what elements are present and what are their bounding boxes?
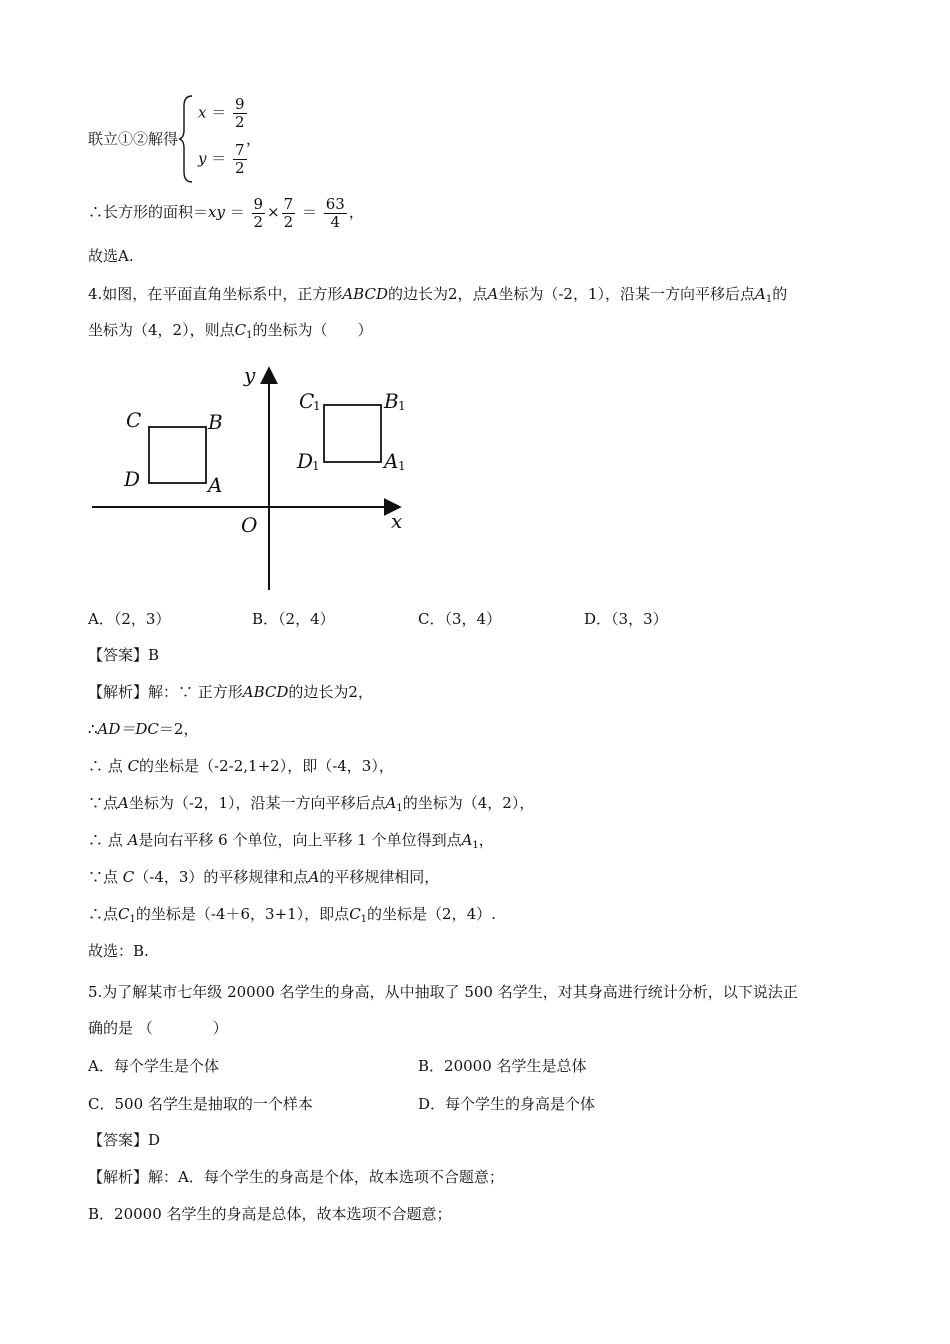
text: ， (478, 831, 494, 849)
q5-option-b[interactable]: B．20000 名学生是总体 (418, 1057, 587, 1075)
text: 的平移规律相同， (319, 868, 440, 886)
q4-step4 (88, 830, 494, 856)
fraction-x (233, 96, 247, 131)
coordinate-figure (88, 362, 418, 594)
fraction-num: 9 (253, 194, 264, 213)
q5-analysis-line2: B．20000 名学生的身高是总体，故本选项不合题意； (88, 1205, 452, 1223)
q5-option-a[interactable]: A．每个学生是个体 (88, 1057, 219, 1075)
text: 坐标为（-2，1），沿某一方向平移后点 (128, 794, 386, 812)
text: 坐标为（4，2），则点 (88, 321, 235, 339)
text: ABCD (242, 683, 289, 701)
q4-stem-line2 (88, 320, 372, 346)
origin-label: O (241, 513, 258, 537)
text: A (755, 285, 766, 303)
q4-step1 (88, 719, 198, 739)
var-x: x (198, 103, 207, 122)
text: C (234, 321, 247, 339)
q4-step3 (88, 793, 534, 819)
area-fraction-result (324, 196, 347, 231)
q4-step2 (88, 756, 394, 776)
system-row-y: y ＝ $\frac{7}{2}$ (198, 141, 245, 177)
text: C (127, 757, 140, 775)
text: 的 (772, 285, 788, 303)
q3-conclusion: 故选A. (88, 247, 134, 265)
text: C (118, 905, 130, 923)
text: 的边长为2，点 (387, 285, 488, 303)
q4-option-c[interactable]: C．（3，4） (418, 610, 502, 628)
q5-answer: 【答案】D (88, 1131, 161, 1149)
square-abcd (149, 427, 206, 483)
fraction-den: 2 (253, 212, 264, 231)
fraction-num: 63 (325, 194, 345, 213)
text: ∴ 点 (88, 831, 123, 849)
fraction-num: 9 (235, 95, 245, 113)
label-A1-sub: 1 (398, 459, 406, 473)
q4-step5 (88, 867, 439, 887)
text: A (127, 831, 139, 849)
x-axis-label: x (391, 509, 403, 533)
text: 的坐标是（-4＋6，3+1），即点 (135, 905, 350, 923)
text: 的坐标为（ ） (252, 321, 373, 339)
q5-stem-line2: 确的是 （ ） (88, 1019, 228, 1037)
text: 坐标为（-2，1），沿某一方向平移后点 (498, 285, 756, 303)
q4-analysis-line1 (88, 682, 373, 702)
fraction-y (233, 142, 247, 177)
system-tail: ， (246, 130, 262, 148)
label-C1-sub: 1 (313, 399, 321, 413)
system-label: 联立①②解得 (88, 130, 179, 148)
times-sign: × (267, 203, 280, 221)
label-C1: C (299, 389, 315, 413)
text: 的坐标为（4，2）， (402, 794, 535, 812)
area-prefix: ∴长方形的面积＝ (88, 203, 209, 221)
label-A: A (208, 473, 223, 497)
subscript: 1 (246, 330, 253, 341)
label-B1-sub: 1 (398, 399, 406, 413)
label-A1: A (384, 449, 399, 473)
area-tail: ， (348, 203, 364, 221)
subscript: 1 (472, 840, 479, 851)
label-B: B (208, 410, 223, 434)
area-fraction-2 (282, 196, 296, 231)
system-row-x: x ＝ $\frac{9}{2}$ (198, 95, 245, 131)
text: A (385, 794, 397, 812)
left-brace (178, 94, 196, 184)
q5-option-c[interactable]: C．500 名学生是抽取的一个样本 (88, 1095, 313, 1113)
text: ∴点 (88, 905, 119, 923)
q5-stem-line1: 5.为了解某市七年级 20000 名学生的身高，从中抽取了 500 名学生，对其身高进行统计分析，以下说法正 (88, 983, 798, 1001)
area-xy: xy (208, 203, 225, 221)
text: （-4，3）的平移规律和点 (134, 868, 309, 886)
text: 【解析】解：∵ 正方形 (88, 683, 243, 701)
q4-conclusion: 故选：B. (88, 942, 149, 960)
text: A (118, 794, 129, 812)
q4-stem-line1 (88, 284, 787, 310)
text: C (122, 868, 135, 886)
q5-option-d[interactable]: D．每个学生的身高是个体 (418, 1095, 596, 1113)
fraction-den: 2 (235, 113, 245, 131)
label-B1: B (384, 389, 399, 413)
area-line: ∴长方形的面积＝xy ＝ $\frac{9}{2}$ × $\frac{7}{2}$ ＝ $\frac{63}{4}$ ， (88, 194, 364, 231)
fraction-den: 2 (235, 159, 245, 177)
fraction-den: 4 (330, 212, 341, 231)
fraction-num: 7 (283, 194, 294, 213)
text: AD＝DC (97, 720, 159, 738)
text: ∴ (88, 720, 98, 738)
square-a1b1c1d1 (324, 405, 381, 462)
q4-option-d[interactable]: D．（3，3） (584, 610, 668, 628)
fraction-num: 7 (235, 141, 245, 159)
q4-option-b[interactable]: B．（2，4） (252, 610, 335, 628)
text: ∵点 (88, 794, 119, 812)
label-D1-sub: 1 (312, 459, 320, 473)
text: 的坐标是（2，4）. (367, 905, 496, 923)
area-fraction-1 (252, 196, 266, 231)
text: ∴ 点 (88, 757, 123, 775)
text: ABCD (342, 285, 388, 303)
text: 是向右平移 6 个单位，向上平移 1 个单位得到点 (138, 831, 462, 849)
text: 的坐标是（-2-2,1+2），即（-4，3）， (139, 757, 394, 775)
text: C (349, 905, 361, 923)
subscript: 1 (765, 294, 773, 305)
label-D: D (124, 467, 141, 491)
text: ∵点 (88, 868, 119, 886)
fraction-den: 2 (283, 212, 294, 231)
q4-option-a[interactable]: A．（2，3） (88, 610, 171, 628)
subscript: 1 (360, 914, 368, 925)
q4-step6 (88, 904, 496, 930)
label-D1: D (297, 449, 314, 473)
subscript: 1 (129, 914, 136, 925)
text: A (461, 831, 473, 849)
text: A (487, 285, 499, 303)
y-axis-label: y (244, 363, 256, 387)
text: 的边长为2， (288, 683, 373, 701)
text: 4.如图，在平面直角坐标系中，正方形 (88, 285, 343, 303)
text: A (308, 868, 320, 886)
q5-analysis-line1: 【解析】解：A．每个学生的身高是个体，故本选项不合题意； (88, 1168, 504, 1186)
text: ＝2， (158, 720, 199, 738)
q4-answer: 【答案】B (88, 646, 160, 664)
label-C: C (126, 408, 142, 432)
var-y: y (198, 149, 207, 168)
subscript: 1 (396, 803, 403, 814)
